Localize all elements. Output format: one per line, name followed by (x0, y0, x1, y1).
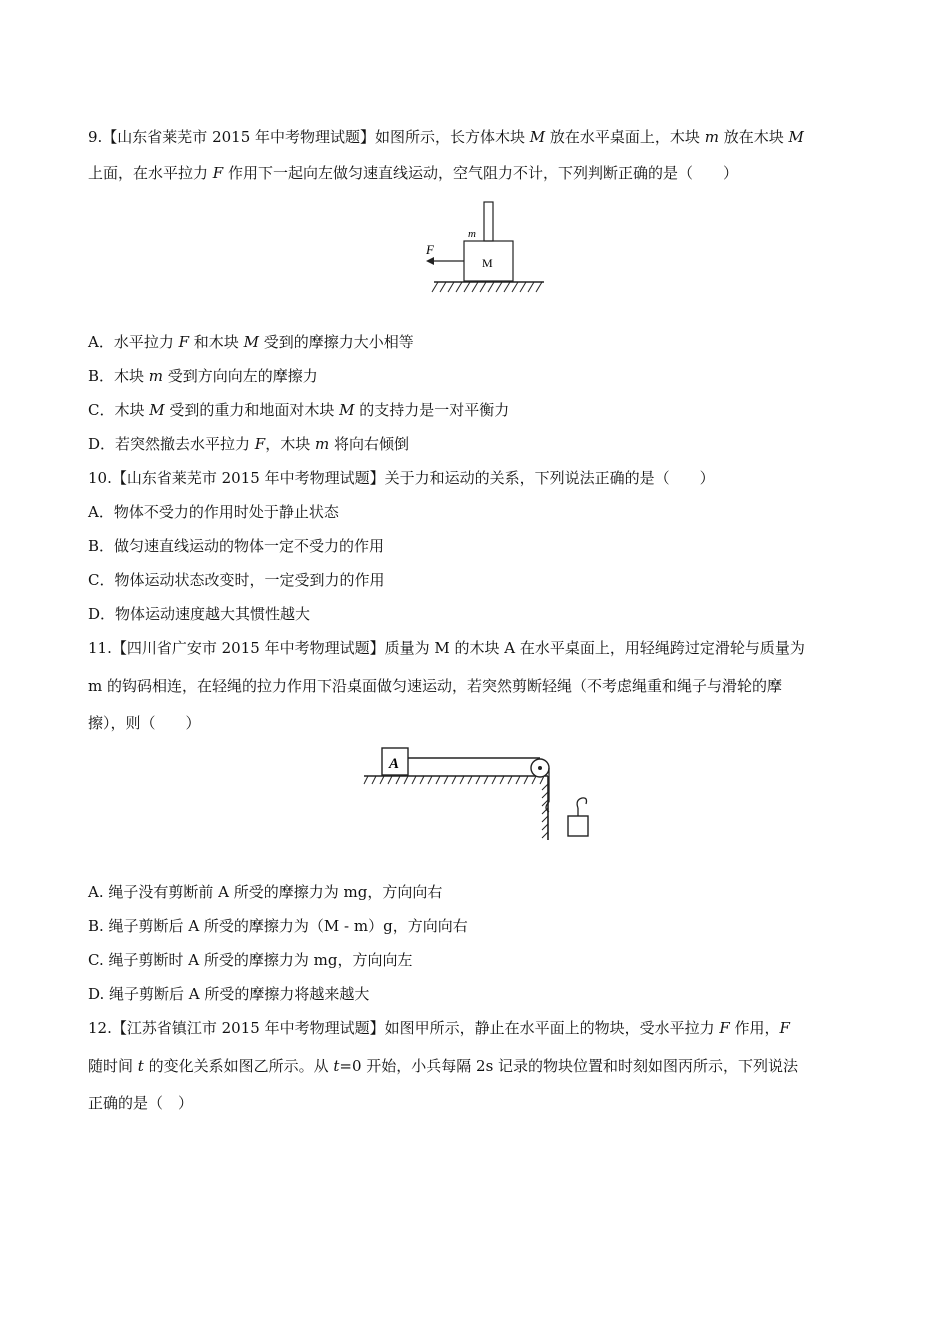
q9-stem-line-2: 上面，在水平拉力 F 作用下一起向左做匀速直线运动，空气阻力不计，下列判断正确的是（ ） (88, 164, 738, 182)
q9-stem-line-1: 9.【山东省莱芜市 2015 年中考物理试题】如图所示，长方体木块 M 放在水平桌面上，木块 m 放在木块 M (88, 128, 804, 146)
q9-option-b: B．木块 m 受到方向向左的摩擦力 (88, 367, 318, 385)
pulley-axle (538, 766, 542, 770)
label-M: M (482, 256, 493, 270)
weight-hook (577, 798, 586, 808)
q11-option-a: A. 绳子没有剪断前 A 所受的摩擦力为 mg，方向向右 (88, 883, 443, 901)
q11-option-d: D. 绳子剪断后 A 所受的摩擦力将越来越大 (88, 985, 370, 1003)
q11-option-c: C. 绳子剪断时 A 所受的摩擦力为 mg，方向向左 (88, 951, 413, 969)
q9-block-figure (420, 198, 550, 298)
q10-option-b: B．做匀速直线运动的物体一定不受力的作用 (88, 537, 385, 555)
table-hatch (364, 776, 544, 784)
q11-stem-line-3: 擦），则（ ） (88, 714, 201, 732)
weight-block (568, 816, 588, 836)
label-A: A (389, 756, 400, 772)
q9-option-a: A．水平拉力 F 和木块 M 受到的摩擦力大小相等 (88, 333, 414, 351)
q11-pulley-figure (360, 742, 600, 842)
label-m: m (468, 228, 476, 240)
q10-option-a: A．物体不受力的作用时处于静止状态 (88, 503, 339, 521)
q11-stem-line-2: m 的钩码相连，在轻绳的拉力作用下沿桌面做匀速运动，若突然剪断轻绳（不考虑绳重和绳子与滑轮的摩 (88, 677, 782, 695)
block-m (484, 202, 493, 241)
q10-option-d: D．物体运动速度越大其惯性越大 (88, 605, 311, 623)
q9-option-d: D．若突然撤去水平拉力 F，木块 m 将向右倾倒 (88, 435, 410, 453)
label-F: F (426, 242, 434, 257)
q12-stem-line-3: 正确的是（ ） (88, 1094, 194, 1112)
q12-stem-line-1: 12.【江苏省镇江市 2015 年中考物理试题】如图甲所示，静止在水平面上的物块，受水平拉力 F 作用，F (88, 1019, 790, 1037)
q9-option-c: C．木块 M 受到的重力和地面对木块 M 的支持力是一对平衡力 (88, 401, 510, 419)
q10-stem: 10.【山东省莱芜市 2015 年中考物理试题】关于力和运动的关系，下列说法正确的是（ ） (88, 469, 715, 487)
q11-option-b: B. 绳子剪断后 A 所受的摩擦力为（M - m）g，方向向右 (88, 917, 468, 935)
q11-stem-line-1: 11.【四川省广安市 2015 年中考物理试题】质量为 M 的木块 A 在水平桌面上，用轻绳跨过定滑轮与质量为 (88, 639, 805, 657)
q10-option-c: C．物体运动状态改变时，一定受到力的作用 (88, 571, 385, 589)
q12-stem-line-2: 随时间 t 的变化关系如图乙所示。从 t=0 开始，小兵每隔 2s 记录的物块位置和时刻如图丙所示，下列说法 (88, 1057, 799, 1075)
ground-hatch (432, 282, 542, 292)
force-arrow-head (426, 257, 434, 265)
